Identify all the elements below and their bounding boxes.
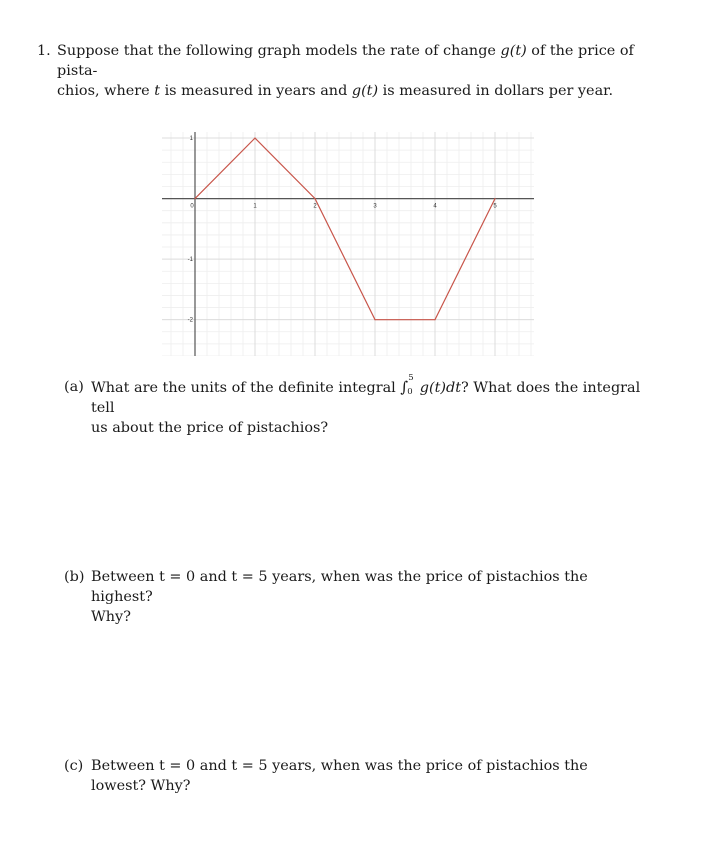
- intro-func: g(t): [500, 43, 527, 59]
- x-tick-label: 5: [493, 203, 497, 210]
- part-a-question: [91, 373, 644, 438]
- intro-var: t: [154, 83, 160, 99]
- part-a-label: (a): [64, 379, 84, 395]
- x-tick-label: 4: [433, 203, 437, 210]
- y-tick-label: 1: [189, 136, 193, 143]
- data-point: [494, 198, 495, 199]
- x-tick-label: 2: [313, 203, 317, 210]
- upper-limit: 5: [408, 373, 414, 383]
- y-tick-label: -1: [187, 257, 193, 264]
- data-point: [314, 198, 315, 199]
- part-c-label: (c): [64, 758, 84, 774]
- integral-limits: [407, 373, 415, 397]
- intro-text: Suppose that the following graph models the rate of change: [57, 43, 501, 59]
- part-b-text: Why?: [91, 609, 131, 625]
- series-line-g-of-t: [195, 138, 495, 320]
- part-a-text: us about the price of pistachios?: [91, 420, 329, 436]
- integral-sign: ∫: [400, 378, 409, 396]
- part-c: [64, 756, 644, 796]
- intro-text: is measured in dollars per year.: [378, 83, 614, 99]
- data-point: [374, 319, 375, 320]
- intro-func: g(t): [351, 83, 379, 99]
- part-a-text: ? What does the integral tell: [91, 380, 641, 416]
- intro-text: is measured in years and: [160, 83, 352, 99]
- part-b: [64, 567, 644, 627]
- part-a-text: What are the units of the definite integral: [91, 380, 401, 396]
- x-tick-label: 3: [373, 203, 377, 210]
- intro-text: chios, where: [57, 83, 155, 99]
- lower-limit: 0: [407, 387, 413, 397]
- part-a: [64, 373, 644, 438]
- x-tick-label: 1: [253, 203, 257, 210]
- x-tick-label: 0: [190, 203, 194, 210]
- part-b-question: [91, 567, 644, 627]
- data-point: [194, 198, 195, 199]
- part-c-text: Between t = 0 and t = 5 years, when was the price of pistachios the lowest? Why?: [91, 758, 588, 794]
- rate-of-change-graph: [162, 132, 534, 356]
- problem-intro: [57, 41, 647, 101]
- problem-1: [37, 41, 647, 101]
- data-point: [434, 319, 435, 320]
- integrand: g(t)dt: [419, 380, 461, 396]
- intro-text: of the price of pista-: [57, 43, 634, 79]
- part-c-question: [91, 756, 644, 796]
- problem-number: 1.: [37, 43, 51, 59]
- part-b-label: (b): [64, 569, 85, 585]
- data-point: [254, 137, 255, 138]
- y-tick-label: -2: [187, 317, 193, 324]
- part-b-text: Between t = 0 and t = 5 years, when was the price of pistachios the highest?: [91, 569, 588, 605]
